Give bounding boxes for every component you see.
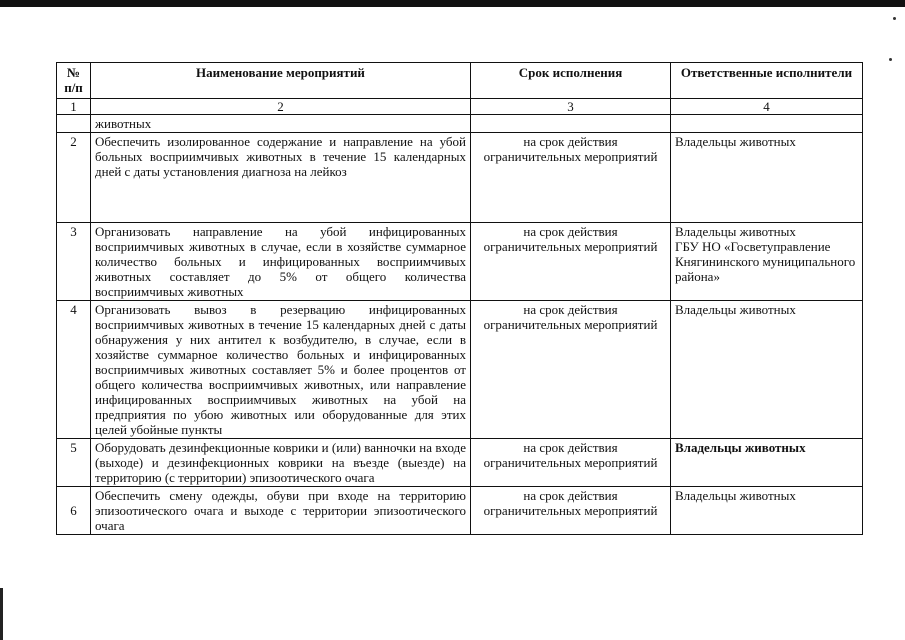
measure-responsible bbox=[671, 439, 863, 487]
responsible-line: Владельцы животных bbox=[675, 302, 796, 317]
row-number: 4 bbox=[57, 301, 91, 439]
measure-term: на срок действия ограничительных мероприятий bbox=[471, 133, 671, 223]
header-row bbox=[57, 63, 863, 99]
row-number: 6 bbox=[57, 487, 91, 535]
responsible-line: Владельцы животных bbox=[675, 134, 796, 149]
row-number: 3 bbox=[57, 223, 91, 301]
measure-name: Организовать направление на убой инфицированных восприимчивых животных в случае, если в хозяйстве суммарное количество больных и инфицированных восприимчивых животных составляет до 5% от общего количества восприимчивых животных bbox=[91, 223, 471, 301]
measures-table bbox=[56, 62, 863, 535]
scan-speck bbox=[889, 58, 892, 61]
index-cell: 4 bbox=[671, 99, 863, 115]
measure-term: на срок действия ограничительных мероприятий bbox=[471, 301, 671, 439]
header-name: Наименование мероприятий bbox=[91, 63, 471, 99]
table-row bbox=[57, 223, 863, 301]
measure-responsible bbox=[671, 133, 863, 223]
header-term: Срок исполнения bbox=[471, 63, 671, 99]
measure-term: на срок действия ограничительных мероприятий bbox=[471, 487, 671, 535]
measure-term: на срок действия ограничительных мероприятий bbox=[471, 439, 671, 487]
continuation-text: животных bbox=[91, 115, 471, 133]
measure-responsible bbox=[671, 487, 863, 535]
responsible-line: Владельцы животных bbox=[675, 440, 806, 455]
header-resp: Ответственные исполнители bbox=[671, 63, 863, 99]
index-cell: 1 bbox=[57, 99, 91, 115]
scan-speck bbox=[893, 17, 896, 20]
scan-left-mark bbox=[0, 588, 3, 640]
index-cell: 2 bbox=[91, 99, 471, 115]
scan-top-border bbox=[0, 0, 905, 7]
measure-term: на срок действия ограничительных мероприятий bbox=[471, 223, 671, 301]
row-number: 2 bbox=[57, 133, 91, 223]
responsible-line: Владельцы животных bbox=[675, 488, 796, 503]
table-row bbox=[57, 301, 863, 439]
header-num: № п/п bbox=[57, 63, 91, 99]
row-number: 5 bbox=[57, 439, 91, 487]
table-row bbox=[57, 487, 863, 535]
index-cell: 3 bbox=[471, 99, 671, 115]
measure-name: Обеспечить смену одежды, обуви при входе на территорию эпизоотического очага и выходе с территории эпизоотического очага bbox=[91, 487, 471, 535]
responsible-line: ГБУ НО «Госветуправление Княгининского муниципального района» bbox=[675, 239, 856, 284]
measure-responsible bbox=[671, 223, 863, 301]
table-row bbox=[57, 133, 863, 223]
continuation-row bbox=[57, 115, 863, 133]
measure-name: Оборудовать дезинфекционные коврики и (или) ванночки на входе (выходе) и дезинфекционных коврики на въезде (выезде) на территорию (с территории) эпизоотического очага bbox=[91, 439, 471, 487]
measure-responsible bbox=[671, 301, 863, 439]
responsible-line: Владельцы животных bbox=[675, 224, 796, 239]
measure-name: Организовать вывоз в резервацию инфицированных восприимчивых животных в течение 15 календарных дней с даты обнаружения у них антител к возбудителю, в случае, если в хозяйстве суммарное количество больных и инфицированных восприимчивых животных составляет 5% и более процентов от общего количества восприимчивых животных, или направление инфицированных восприимчивых животных на убой на предприятия по убою животных или оборудованные для этих целей убойные пункты bbox=[91, 301, 471, 439]
measure-name: Обеспечить изолированное содержание и направление на убой больных восприимчивых животных в течение 15 календарных дней с даты установления диагноза на лейкоз bbox=[91, 133, 471, 223]
index-row bbox=[57, 99, 863, 115]
table-row bbox=[57, 439, 863, 487]
